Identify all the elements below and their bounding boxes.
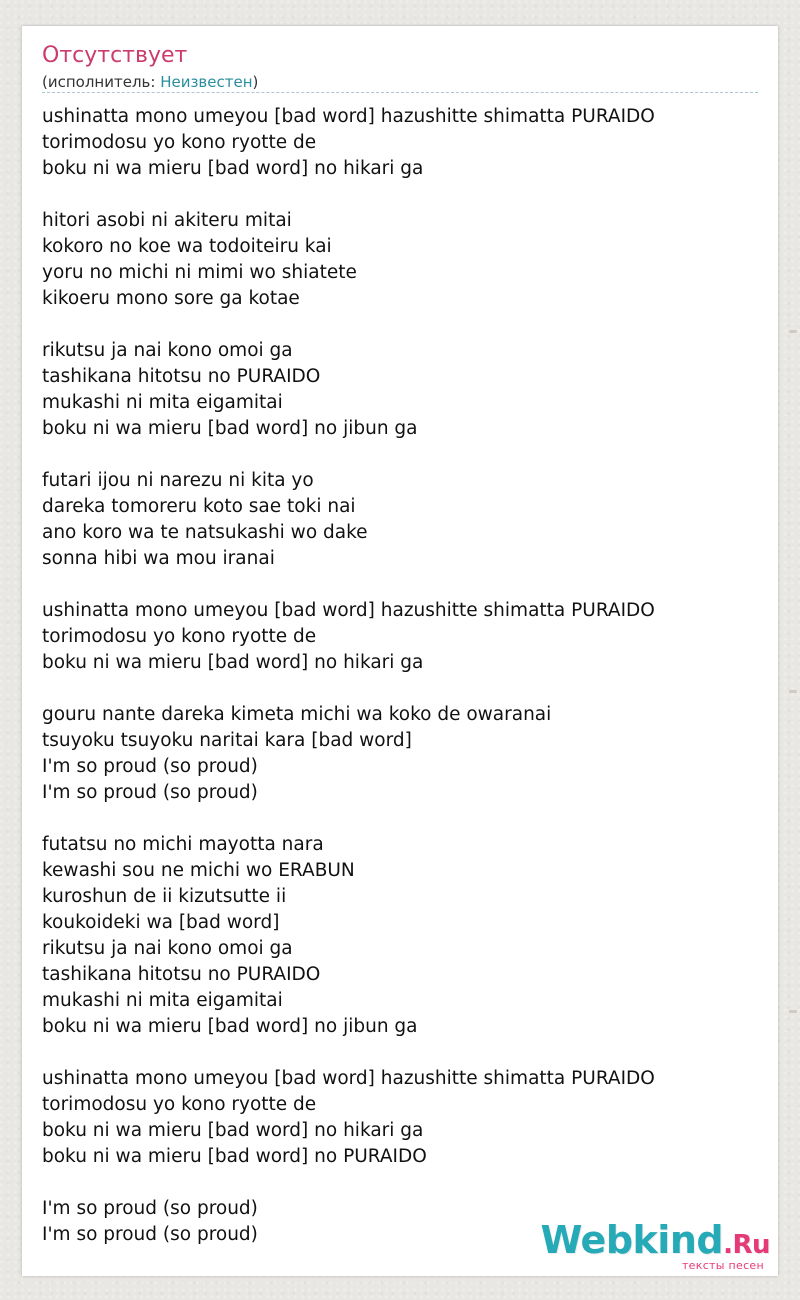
lyrics-line: boku ni wa mieru [bad word] no hikari ga [42, 1120, 424, 1141]
lyrics-line: koukoideki wa [bad word] [42, 912, 280, 933]
logo-tld: .Ru [723, 1230, 770, 1260]
lyrics-line: torimodosu yo kono ryotte de [42, 132, 317, 153]
lyrics-line: I'm so proud (so proud) [42, 782, 258, 803]
song-title: Отсутствует [42, 43, 188, 68]
background-scratch [789, 330, 797, 333]
lyrics-stanza [42, 338, 655, 442]
lyrics-line: rikutsu ja nai kono omoi ga [42, 340, 293, 361]
background-scratch [789, 690, 797, 693]
lyrics-line: kokoro no koe wa todoiteiru kai [42, 236, 332, 257]
lyrics-stanza [42, 468, 655, 572]
lyrics-line: tashikana hitotsu no PURAIDO [42, 366, 321, 387]
lyrics-line: ushinatta mono umeyou [bad word] hazushitte shimatta PURAIDO [42, 106, 655, 127]
lyrics-line: ushinatta mono umeyou [bad word] hazushitte shimatta PURAIDO [42, 600, 655, 621]
lyrics-stanza [42, 1066, 655, 1170]
lyrics-line: futari ijou ni narezu ni kita yo [42, 470, 314, 491]
lyrics-line: kuroshun de ii kizutsutte ii [42, 886, 287, 907]
artist-suffix: ) [252, 73, 259, 91]
lyrics-stanza [42, 104, 655, 182]
lyrics-line: I'm so proud (so proud) [42, 1198, 258, 1219]
artist-prefix: (исполнитель: [42, 73, 161, 91]
webkind-logo[interactable] [540, 1220, 770, 1272]
lyrics-line: torimodosu yo kono ryotte de [42, 1094, 317, 1115]
lyrics-stanza [42, 832, 655, 1040]
lyrics-line: hitori asobi ni akiteru mitai [42, 210, 292, 231]
title-divider [42, 92, 758, 93]
lyrics-line: torimodosu yo kono ryotte de [42, 626, 317, 647]
lyrics-line: futatsu no michi mayotta nara [42, 834, 324, 855]
lyrics-line: sonna hibi wa mou iranai [42, 548, 275, 569]
lyrics-line: kikoeru mono sore ga kotae [42, 288, 300, 309]
lyrics-stanza [42, 598, 655, 676]
lyrics-line: boku ni wa mieru [bad word] no jibun ga [42, 1016, 418, 1037]
logo-name: Webkind [540, 1218, 724, 1262]
artist-line [42, 72, 258, 92]
lyrics-line: gouru nante dareka kimeta michi wa koko de owaranai [42, 704, 552, 725]
lyrics-card [22, 26, 778, 1276]
background-scratch [789, 1010, 797, 1013]
lyrics-body [42, 104, 655, 1248]
lyrics-line: boku ni wa mieru [bad word] no jibun ga [42, 418, 418, 439]
lyrics-line: tsuyoku tsuyoku naritai kara [bad word] [42, 730, 412, 751]
logo-tagline: тексты песен [681, 1259, 764, 1272]
lyrics-line: tashikana hitotsu no PURAIDO [42, 964, 321, 985]
lyrics-line: boku ni wa mieru [bad word] no hikari ga [42, 158, 424, 179]
lyrics-line: mukashi ni mita eigamitai [42, 990, 283, 1011]
lyrics-stanza [42, 702, 655, 806]
lyrics-line: kewashi sou ne michi wo ERABUN [42, 860, 355, 881]
artist-link[interactable]: Неизвестен [160, 73, 253, 91]
lyrics-line: ano koro wa te natsukashi wo dake [42, 522, 368, 543]
lyrics-line: boku ni wa mieru [bad word] no hikari ga [42, 652, 424, 673]
lyrics-line: boku ni wa mieru [bad word] no PURAIDO [42, 1146, 427, 1167]
lyrics-stanza [42, 208, 655, 312]
lyrics-line: yoru no michi ni mimi wo shiatete [42, 262, 357, 283]
lyrics-line: ushinatta mono umeyou [bad word] hazushitte shimatta PURAIDO [42, 1068, 655, 1089]
lyrics-line: mukashi ni mita eigamitai [42, 392, 283, 413]
lyrics-line: I'm so proud (so proud) [42, 1224, 258, 1245]
lyrics-line: dareka tomoreru koto sae toki nai [42, 496, 356, 517]
lyrics-line: rikutsu ja nai kono omoi ga [42, 938, 293, 959]
lyrics-line: I'm so proud (so proud) [42, 756, 258, 777]
